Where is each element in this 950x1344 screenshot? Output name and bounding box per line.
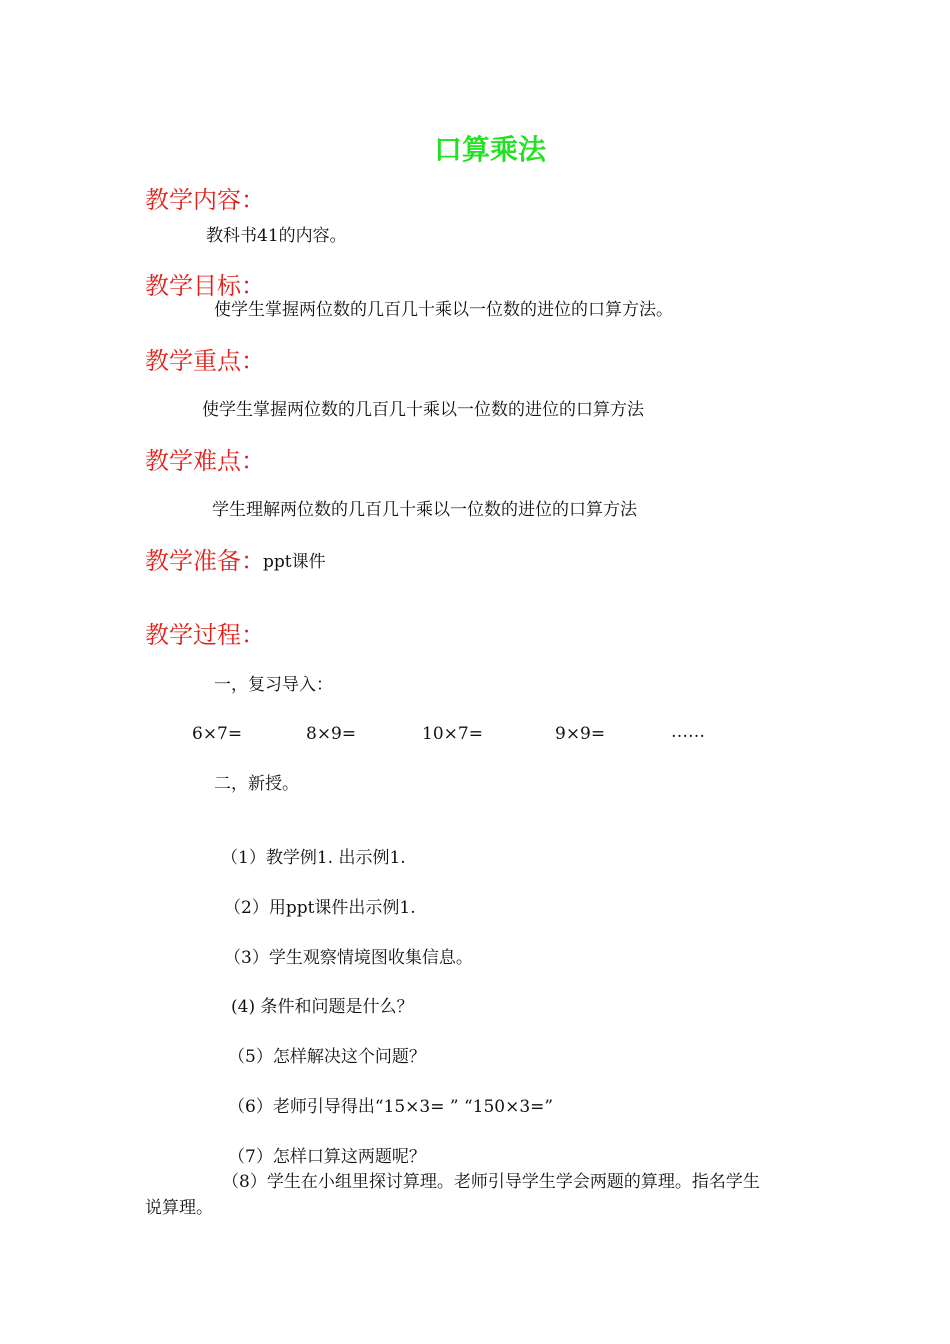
step-item: （3）学生观察情境图收集信息。 bbox=[224, 948, 473, 968]
goal-text: 使学生掌握两位数的几百几十乘以一位数的进位的口算方法。 bbox=[214, 300, 673, 320]
review-problem: 10×7= bbox=[422, 724, 483, 744]
difficulty-text: 学生理解两位数的几百几十乘以一位数的进位的口算方法 bbox=[212, 500, 637, 520]
difficulty-heading: 教学难点： bbox=[145, 447, 265, 475]
content-text: 教科书41的内容。 bbox=[206, 226, 347, 246]
process-heading: 教学过程： bbox=[145, 621, 265, 649]
new-lesson-label: 二，新授。 bbox=[214, 774, 299, 794]
key-point-text: 使学生掌握两位数的几百几十乘以一位数的进位的口算方法 bbox=[202, 400, 644, 420]
key-point-heading: 教学重点： bbox=[145, 347, 265, 375]
step-item: （5）怎样解决这个问题？ bbox=[228, 1047, 426, 1067]
preparation-heading: 教学准备： bbox=[145, 547, 265, 575]
review-problem: 9×9= bbox=[555, 724, 606, 744]
goal-heading: 教学目标： bbox=[145, 272, 265, 300]
step-item: （2）用ppt课件出示例1. bbox=[224, 898, 416, 918]
page-title: 口算乘法 bbox=[434, 133, 547, 166]
review-label: 一，复习导入： bbox=[214, 675, 333, 695]
preparation-text: ppt课件 bbox=[263, 552, 326, 572]
step-item: （7）怎样口算这两题呢？ bbox=[228, 1147, 426, 1167]
content-heading: 教学内容： bbox=[145, 186, 265, 214]
step-item-continuation: 说算理。 bbox=[145, 1198, 213, 1218]
review-problem: 8×9= bbox=[306, 724, 357, 744]
review-ellipsis: …… bbox=[671, 722, 705, 742]
review-problem: 6×7= bbox=[192, 724, 243, 744]
step-item: （6）老师引导得出“15×3= ” “150×3=” bbox=[228, 1097, 554, 1117]
step-item: （1）教学例1. 出示例1. bbox=[221, 848, 406, 868]
step-item: (4) 条件和问题是什么？ bbox=[231, 997, 414, 1017]
step-item: （8）学生在小组里探讨算理。老师引导学生学会两题的算理。指名学生 bbox=[222, 1172, 760, 1192]
